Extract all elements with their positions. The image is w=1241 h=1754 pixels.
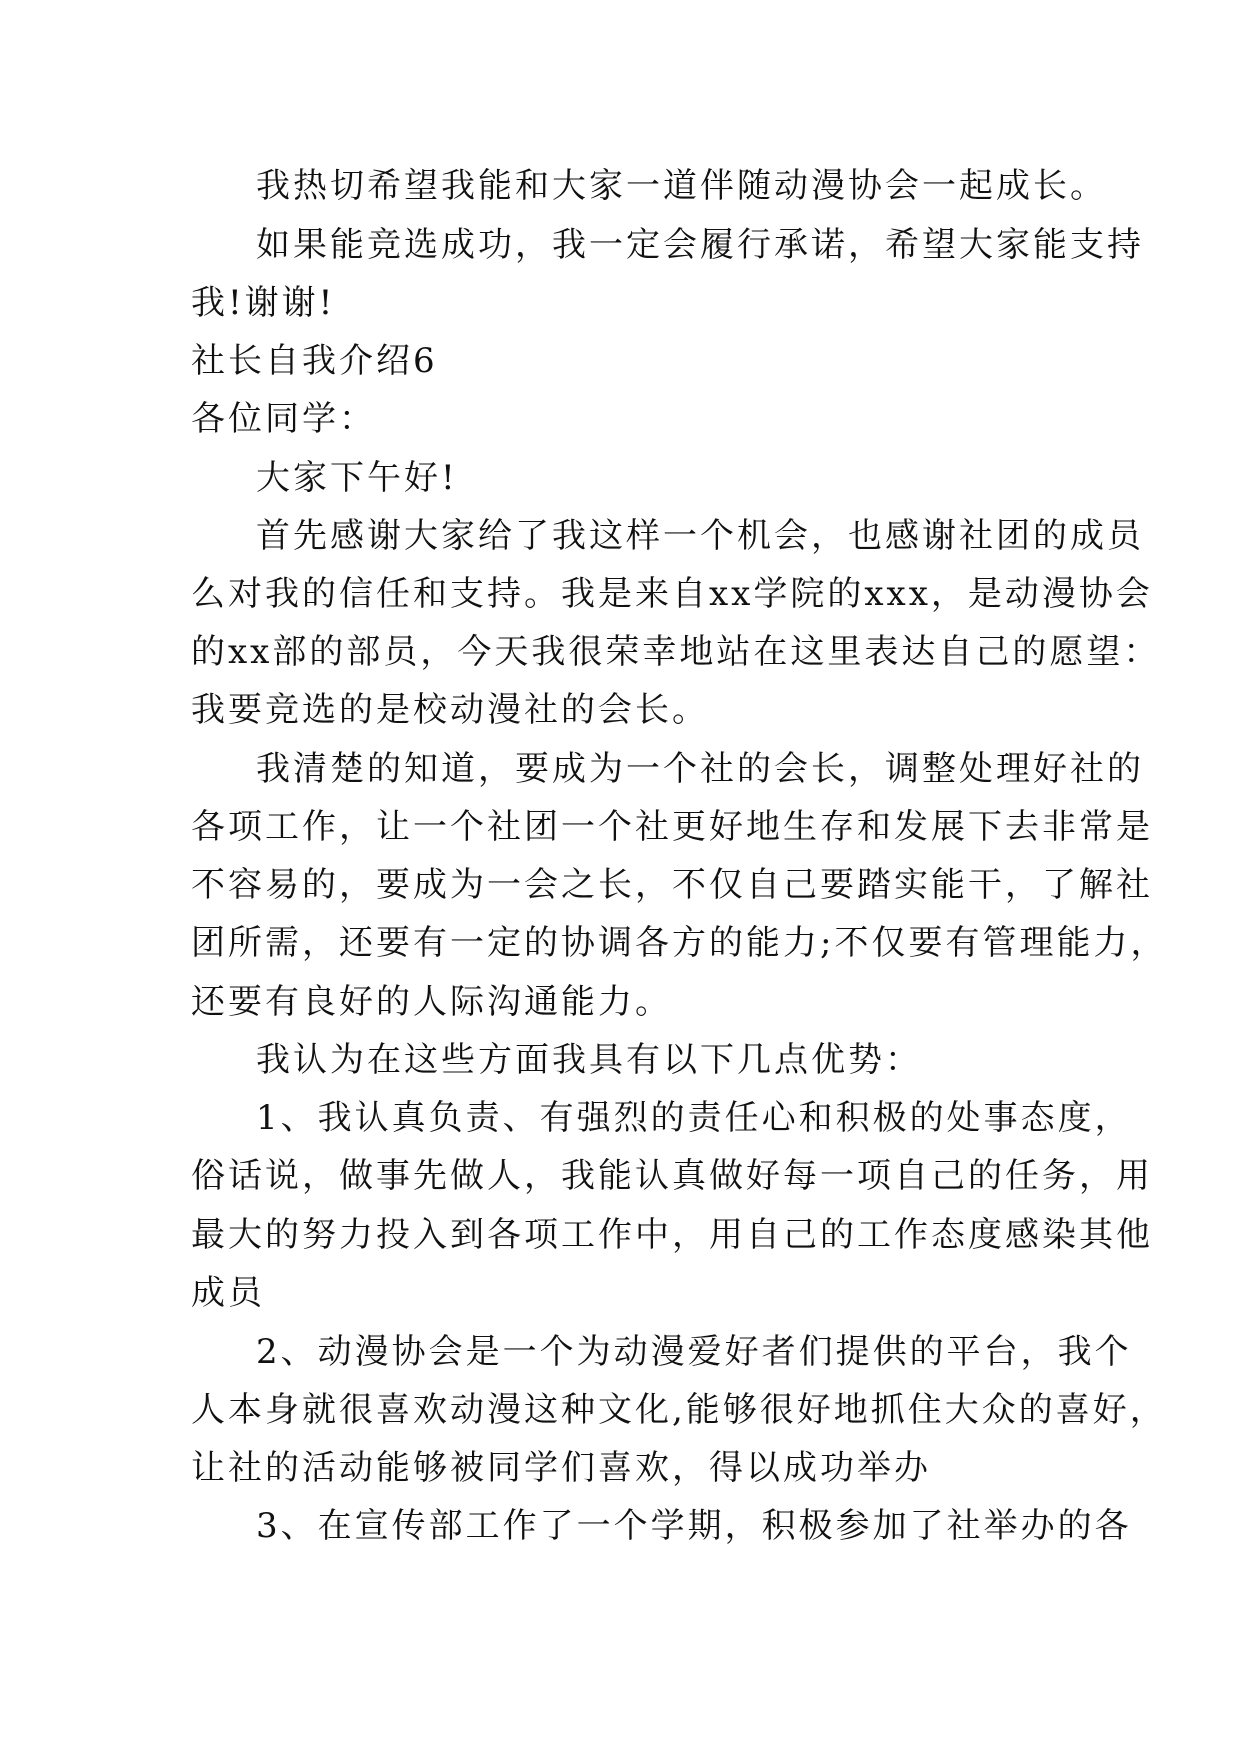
paragraph-line: 各项工作，让一个社团一个社更好地生存和发展下去非常是: [191, 807, 1153, 847]
section-title: 社长自我介绍6: [191, 341, 438, 381]
greeting-line: 大家下午好!: [256, 458, 458, 498]
paragraph-line: 我热切希望我能和大家一道伴随动漫协会一起成长。: [256, 166, 1107, 206]
paragraph-line: 我清楚的知道，要成为一个社的会长，调整处理好社的: [256, 749, 1144, 789]
salutation: 各位同学：: [191, 399, 376, 439]
paragraph-line: 我认为在这些方面我具有以下几点优势：: [256, 1040, 922, 1080]
list-item-line: 2、动漫协会是一个为动漫爱好者们提供的平台，我个: [256, 1332, 1132, 1372]
paragraph-line: 还要有良好的人际沟通能力。: [191, 982, 672, 1022]
list-item-line: 3、在宣传部工作了一个学期，积极参加了社举办的各: [256, 1506, 1132, 1546]
list-item-line: 最大的努力投入到各项工作中，用自己的工作态度感染其他: [191, 1215, 1153, 1255]
paragraph-line: 的xx部的部员，今天我很荣幸地站在这里表达自己的愿望：: [191, 632, 1161, 672]
paragraph-line: 么对我的信任和支持。我是来自xx学院的xxx，是动漫协会: [191, 574, 1153, 614]
paragraph-line: 我!谢谢!: [191, 283, 336, 323]
paragraph-line: 团所需，还要有一定的协调各方的能力;不仅要有管理能力，: [191, 923, 1168, 963]
paragraph-line: 不容易的，要成为一会之长，不仅自己要踏实能干，了解社: [191, 865, 1153, 905]
list-item-line: 1、我认真负责、有强烈的责任心和积极的处事态度，: [256, 1098, 1132, 1138]
list-item-line: 人本身就很喜欢动漫这种文化,能够很好地抓住大众的喜好，: [191, 1390, 1167, 1430]
paragraph-line: 如果能竞选成功，我一定会履行承诺，希望大家能支持: [256, 225, 1144, 265]
list-item-line: 让社的活动能够被同学们喜欢，得以成功举办: [191, 1448, 931, 1488]
paragraph-line: 我要竞选的是校动漫社的会长。: [191, 690, 709, 730]
list-item-line: 俗话说，做事先做人，我能认真做好每一项自己的任务，用: [191, 1156, 1153, 1196]
list-item-line: 成员: [191, 1273, 265, 1313]
paragraph-line: 首先感谢大家给了我这样一个机会，也感谢社团的成员: [256, 516, 1144, 556]
